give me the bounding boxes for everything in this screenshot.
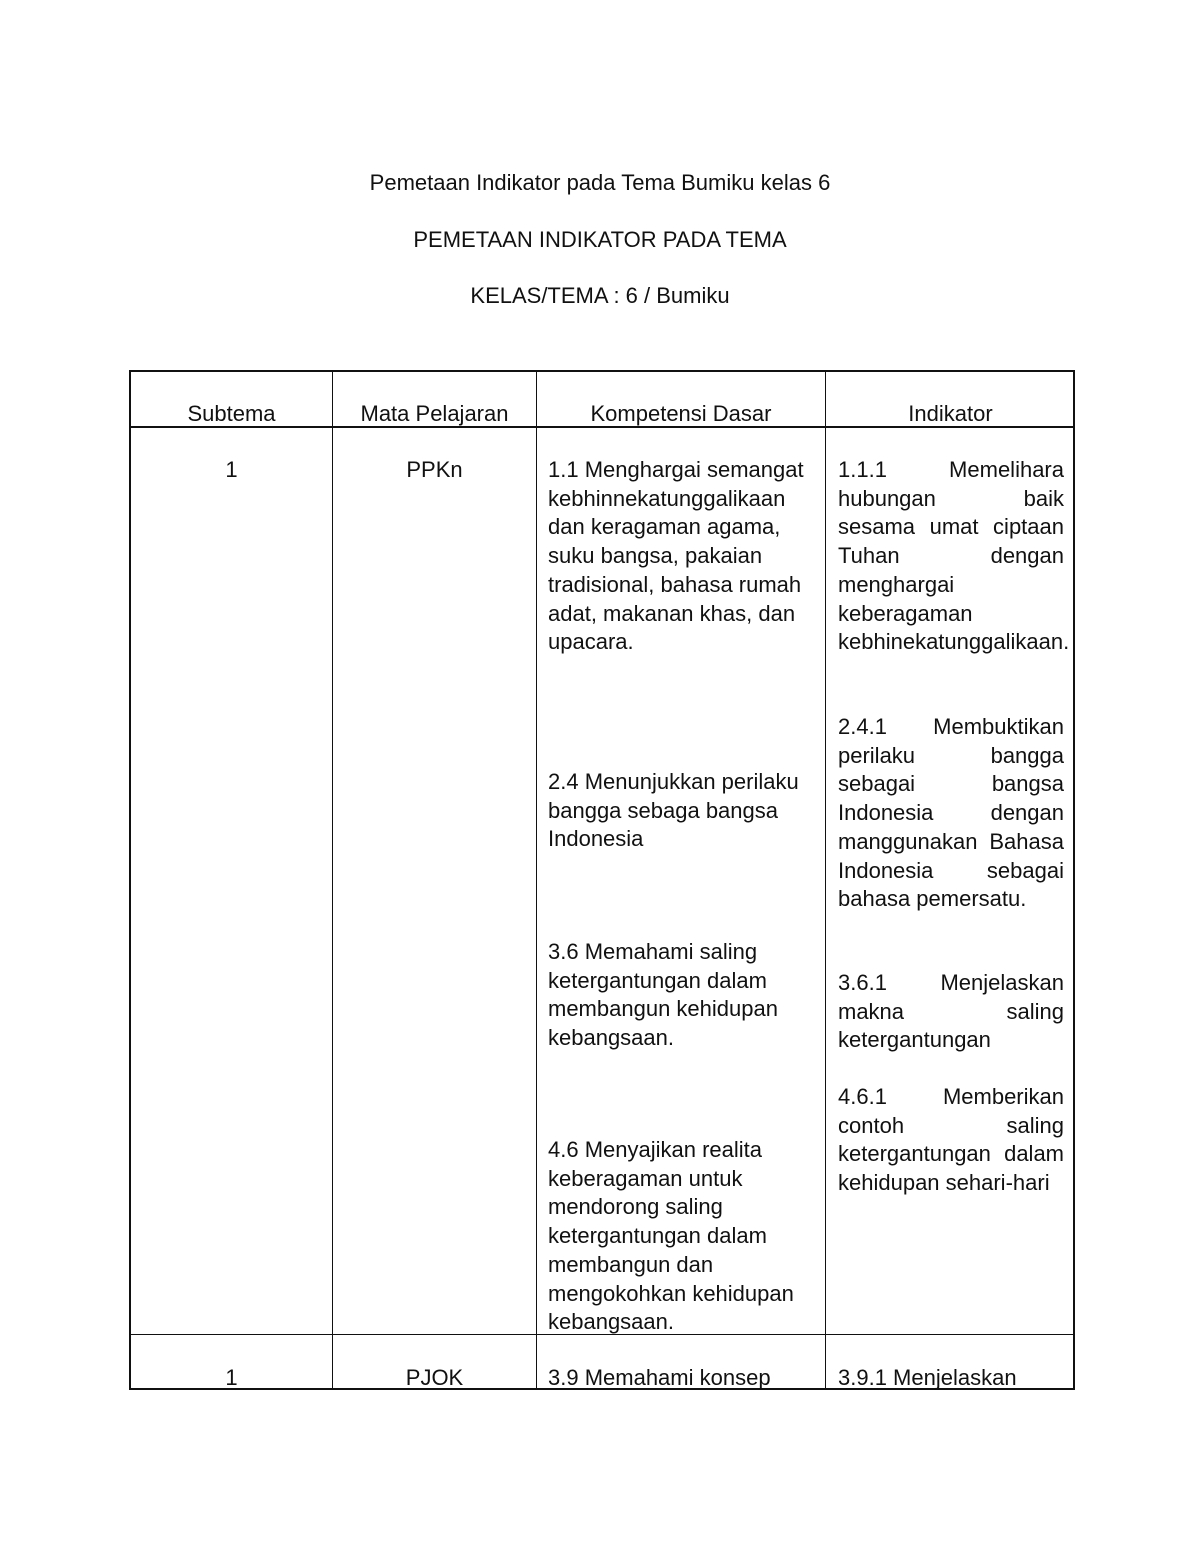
subtema-cell: 1 <box>225 457 238 482</box>
indicator-item: 2.4.1 Membuktikan perilaku bangga sebagai bangsa Indonesia dengan manggunakan Bahasa Indonesia sebagai bahasa pemersatu. <box>838 714 1064 912</box>
indicator-table <box>129 370 1075 1390</box>
document-title: Pemetaan Indikator pada Tema Bumiku kelas 6 <box>369 170 831 195</box>
kd-item: 1.1 Menghargai semangat kebhinnekatunggalikaan dan keragaman agama, suku bangsa, pakaian tradisional, bahasa rumah adat, makanan khas, dan upacara. <box>548 457 804 655</box>
kd-item: 3.6 Memahami saling ketergantungan dalam membangun kehidupan kebangsaan. <box>548 939 778 1051</box>
indicator-item: 1.1.1 Memelihara hubungan baik sesama umat ciptaan Tuhan dengan menghargai keberagaman kebhinekatunggalikaan. <box>838 457 1070 655</box>
subject-cell: PJOK <box>405 1365 464 1390</box>
column-header-mata-pelajaran: Mata Pelajaran <box>360 401 509 426</box>
kd-item: 3.9 Memahami konsep <box>548 1365 771 1390</box>
column-header-subtema: Subtema <box>187 401 276 426</box>
class-theme-label: KELAS/TEMA : 6 / Bumiku <box>470 283 730 308</box>
column-divider <box>825 372 826 1388</box>
column-header-indikator: Indikator <box>908 401 993 426</box>
subject-cell: PPKn <box>406 457 463 482</box>
indicator-item: 4.6.1 Memberikan contoh saling ketergantungan dalam kehidupan sehari-hari <box>838 1084 1064 1196</box>
indicator-item: 3.9.1 Menjelaskan <box>838 1365 1017 1390</box>
kd-item: 4.6 Menyajikan realita keberagaman untuk mendorong saling ketergantungan dalam membangun dan mengokohkan kehidupan kebangsaan. <box>548 1137 794 1335</box>
column-divider <box>536 372 537 1388</box>
table-heading: PEMETAAN INDIKATOR PADA TEMA <box>413 227 787 252</box>
kd-item: 2.4 Menunjukkan perilaku bangga sebaga bangsa Indonesia <box>548 769 799 852</box>
column-header-kompetensi-dasar: Kompetensi Dasar <box>590 401 772 426</box>
column-divider <box>332 372 333 1388</box>
indicator-item: 3.6.1 Menjelaskan makna saling ketergantungan <box>838 970 1064 1053</box>
subtema-cell: 1 <box>225 1365 238 1390</box>
